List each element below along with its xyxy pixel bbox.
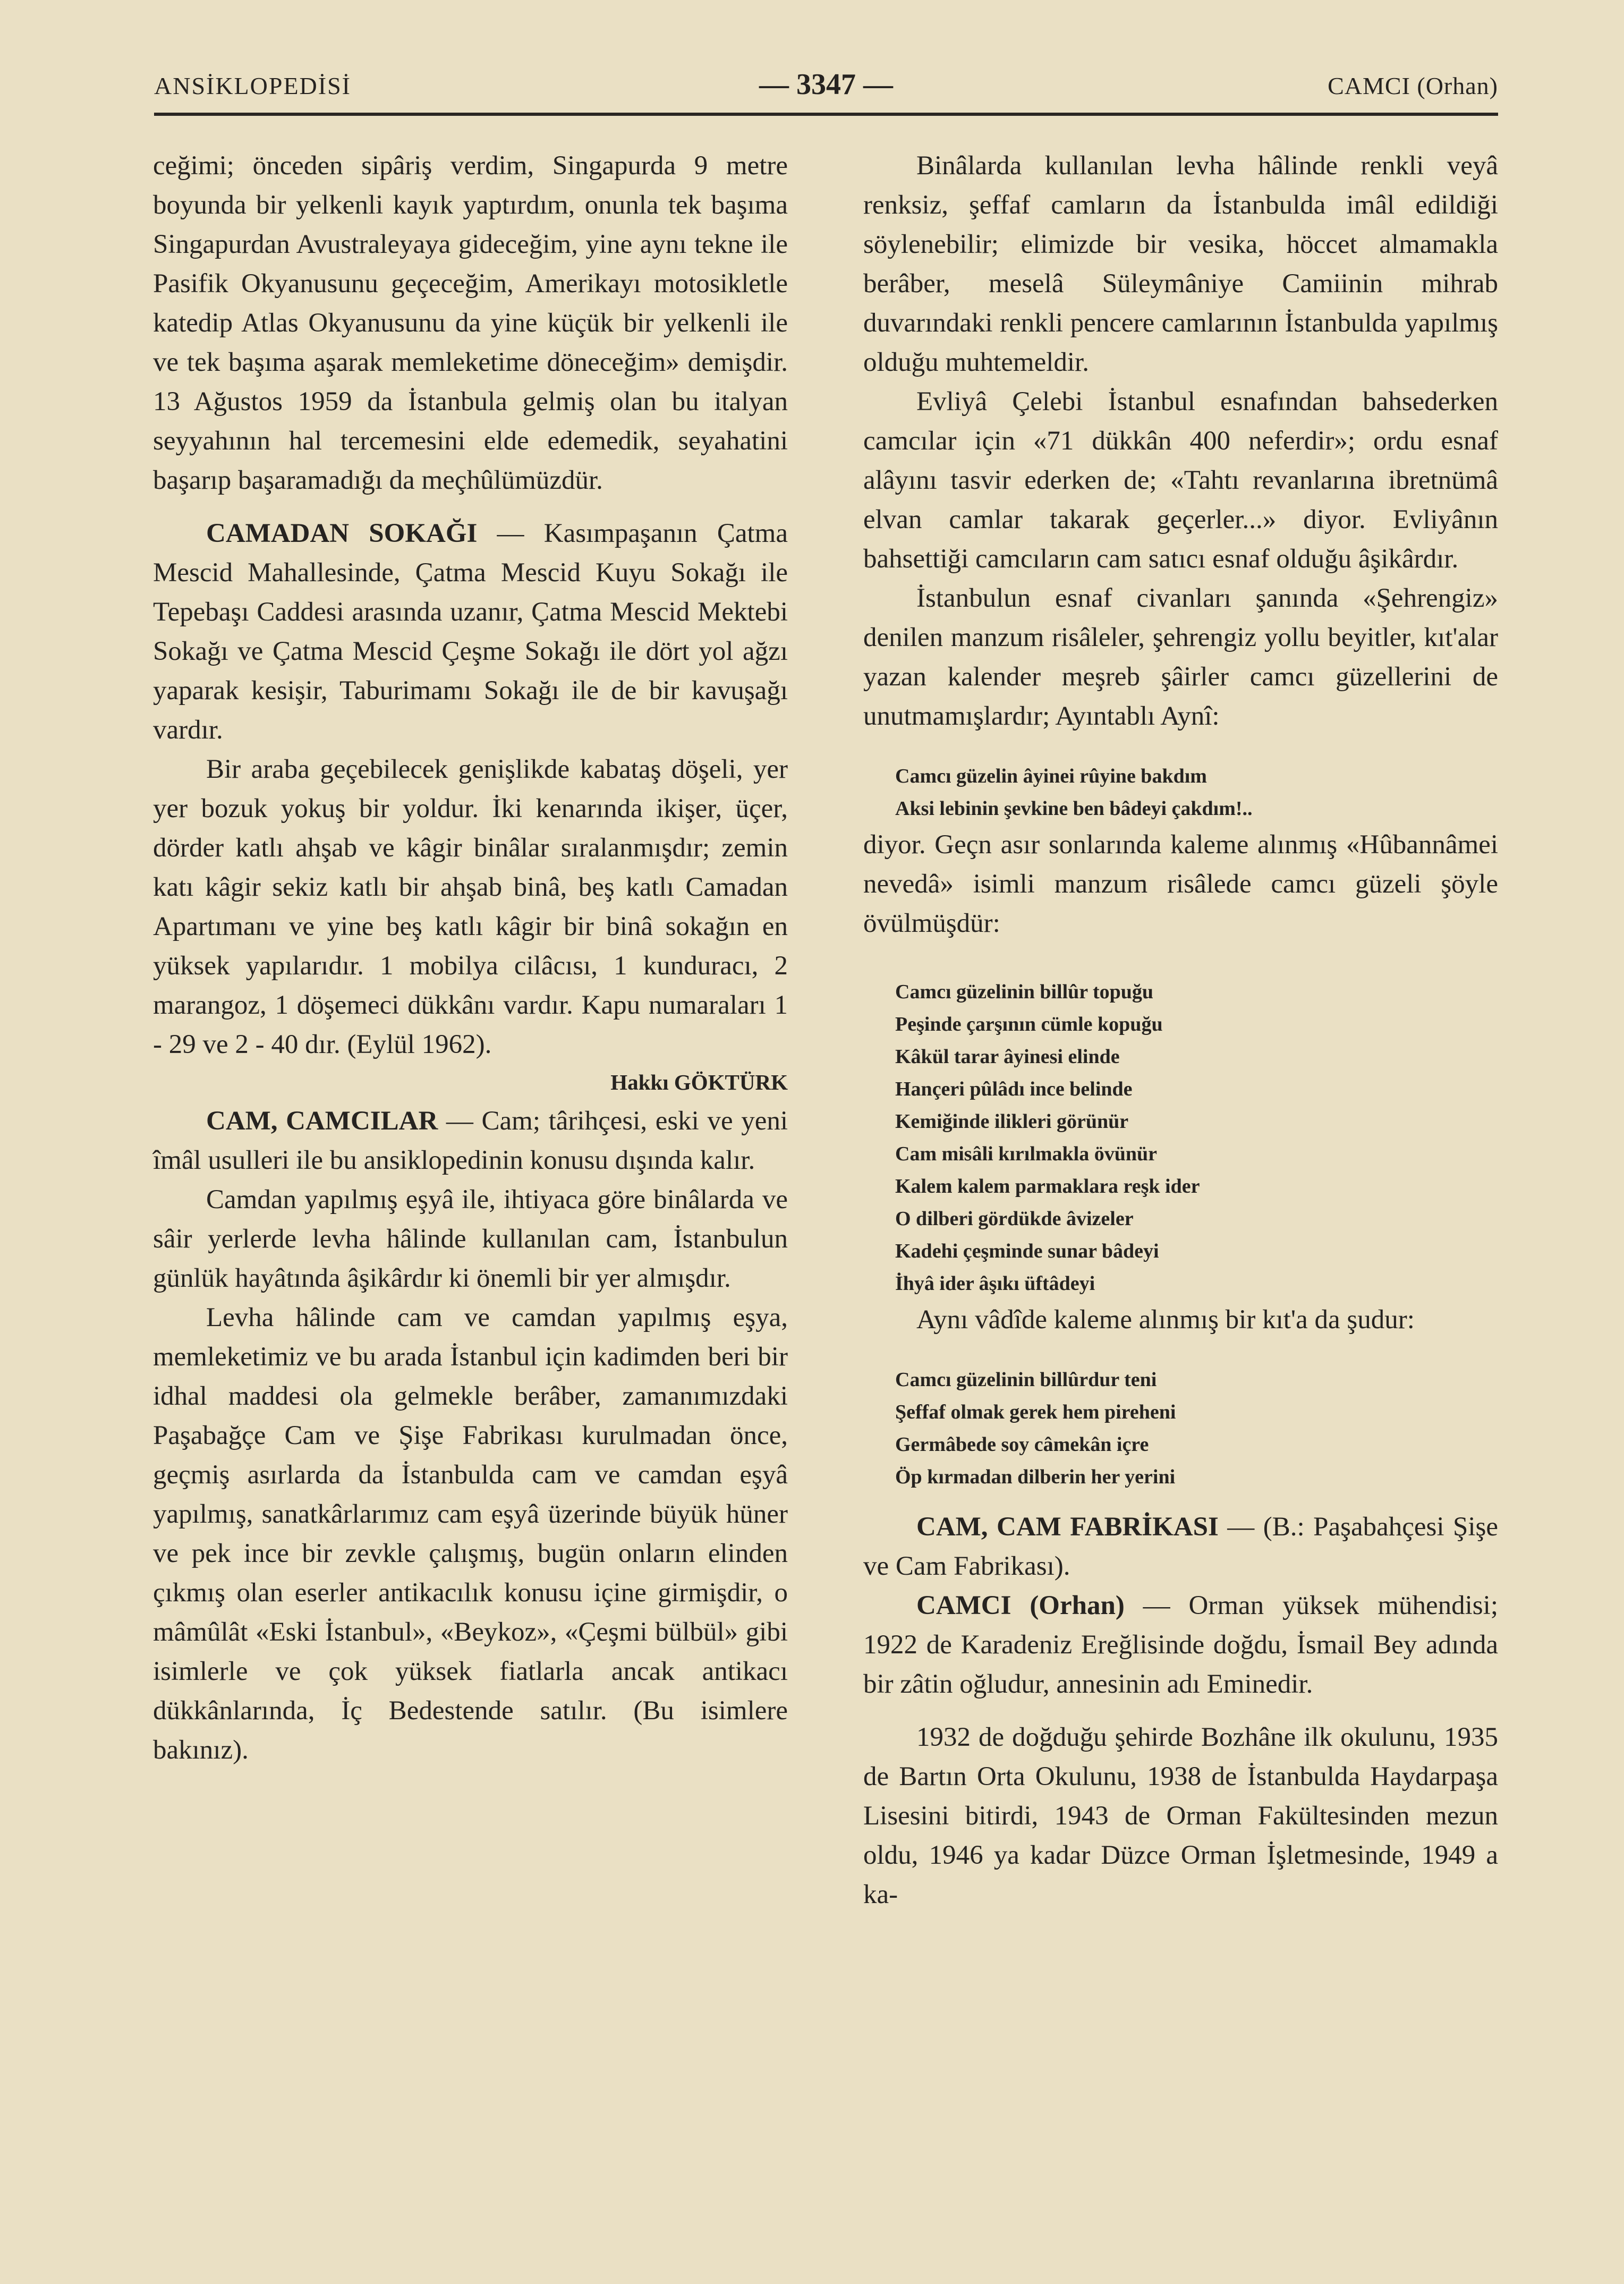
entry-text: — (B.: Paşabahçesi Şişe ve Cam Fabrikası). [863,1512,1498,1581]
paragraph: Binâlarda kullanılan levha hâlinde renkli veyâ renksiz, şeffaf camların da İstanbulda imâl edildiği söylenebilir; elimizde bir vesika, höccet almamakla berâber, meselâ Süleymâniye Camiinin mihrab duvarındaki renkli pencere camlarının İstanbulda yapılmış olduğu muhtemeldir. [863,151,1498,377]
verse-line: Kemiğinde ilikleri görünür [895,1110,1129,1133]
entry-heading: CAMCI (Orhan) [916,1591,1125,1620]
paragraph: Bir araba geçebilecek genişlikde kabataş döşeli, yer yer bozuk yokuş bir yoldur. İki kenarında ikişer, üçer, dörder katlı ahşab ve kâgir binâlar sıralanmışdır; zemin katı kâgir sekiz katlı bir ahşab binâ, beş katlı Camadan Apartımanı ve yine beş katlı kâgir bir binâ sokağın en yüksek yapılarıdır. 1 mobilya cilâcısı, 1 kunduracı, 2 marangoz, 1 döşemeci dükkânı vardır. Kapu numaraları 1 - 29 ve 2 - 40 dır. (Eylül 1962). [153,754,788,1059]
paragraph: Aynı vâdîde kaleme alınmış bir kıt'a da şudur: [916,1305,1415,1335]
verse-block [895,1364,1498,1493]
entry-text: — Cam; târihçesi, eski ve yeni îmâl usulleri ile bu ansiklopedinin konusu dışında kalır. [153,1106,788,1175]
verse-line: Peşinde çarşının cümle kopuğu [895,1013,1163,1035]
paragraph-continued: ceğimi; önceden sipâriş verdim, Singapurda 9 metre boyunda bir yelkenli kayık yaptırdım, onunla tek başıma Singapurdan Avustraleyaya gideceğim, yine aynı tekne ile Pasifik Okyanusunu geçeceğim, Amerikayı motosikletle katedip Atlas Okyanusunu da yine küçük bir yelkenli ile ve tek başıma aşarak memleketime döneceğim» demişdir. 13 Ağustos 1959 da İstanbula gelmiş olan bu italyan seyyahının hal tercemesini elde edemedik, seyahatini başarıp başaramadığı da meçhûlümüzdür. [153,151,788,495]
verse-line: Hançeri pûlâdı ince belinde [895,1078,1133,1100]
entry-heading: CAMADAN SOKAĞI [206,519,478,548]
paragraph: İstanbulun esnaf civanları şanında «Şehrengiz» denilen manzum risâleler, şehrengiz yollu beyitler, kıt'alar yazan kalender meşreb şâirler camcı güzellerini de unutmamışlardır; Ayıntablı Aynî: [863,583,1498,731]
verse-line: İhyâ ider âşıkı üftâdeyi [895,1272,1095,1295]
entry-text: — Kasımpaşanın Çatma Mescid Mahallesinde, Çatma Mescid Kuyu Sokağı ile Tepebaşı Caddesi arasında uzanır, Çatma Mescid Mektebi Sokağı ve Çatma Mescid Çeşme Sokağı ile dört yol ağzı yaparak kesişir, Taburimamı Sokağı ile de bir kavuşağı vardır. [153,519,788,745]
entry-heading: CAM, CAMCILAR [206,1106,438,1136]
entry-cam-camcilar [153,1101,788,1180]
header-title: ANSİKLOPEDİSİ [154,72,351,99]
entry-text: — Orman yüksek mühendisi; 1922 de Karadeniz Ereğlisinde doğdu, İsmail Bey adında bir zâtin oğludur, annesinin adı Eminedir. [863,1591,1498,1699]
paragraph: diyor. Geçn asır sonlarında kaleme alınmış «Hûbannâmei nevedâ» isimli manzum risâlede camcı güzeli şöyle övülmüşdür: [863,830,1498,938]
paragraph: 1932 de doğduğu şehirde Bozhâne ilk okulunu, 1935 de Bartın Orta Okulunu, 1938 de İstanbulda Haydarpaşa Lisesini bitirdi, 1943 de Orman Fakültesinden mezun oldu, 1946 ya kadar Düzce Orman İşletmesinde, 1949 a ka- [863,1722,1498,1909]
verse-line: Kadehi çeşminde sunar bâdeyi [895,1240,1159,1262]
entry-cam-fabrikasi [863,1507,1498,1586]
verse-line: Kâkül tarar âyinesi elinde [895,1046,1120,1068]
verse-line: Öp kırmadan dilberin her yerini [895,1466,1176,1488]
entry-camadan-sokagi [153,514,788,750]
author-signature: Hakkı GÖKTÜRK [610,1070,788,1094]
entry-heading: CAM, CAM FABRİKASI [916,1512,1219,1542]
verse-line: Camcı güzelinin billûrdur teni [895,1369,1157,1391]
verse-line: O dilberi gördükde âvizeler [895,1208,1134,1230]
page-header [154,68,1498,114]
verse-block [895,760,1498,825]
verse-line: Aksi lebinin şevkine ben bâdeyi çakdım!.. [895,797,1253,820]
page-number: — 3347 — [759,68,893,101]
verse-line: Şeffaf olmak gerek hem pireheni [895,1401,1176,1423]
paragraph: Levha hâlinde cam ve camdan yapılmış eşya, memleketimiz ve bu arada İstanbul için kadimden beri bir idhal maddesi ola gelmekle berâber, zamanımızdaki Paşabağçe Cam ve Şişe Fabrikası kurulmadan önce, geçmiş asırlarda da İstanbulda cam ve camdan eşyâ yapılmış, sanatkârlarımız cam eşyâ üzerinde büyük hüner ve pek ince bir zevkle çalışmış, bugün onların elinden çıkmış olan eserler antikacılık konusu içine girmişdir, o mâmûlât «Eski İstanbul», «Beykoz», «Çeşmi bülbül» gibi isimlerle ve çok yüksek fiatlarla ancak antikacı dükkânlarında, İç Bedestende satılır. (Bu isimlere bakınız). [153,1303,788,1765]
paragraph: Camdan yapılmış eşyâ ile, ihtiyaca göre binâlarda ve sâir yerlerde levha hâlinde kullanılan cam, İstanbulun günlük hayâtında âşikârdır ki önemli bir yer almışdır. [153,1185,788,1293]
header-rule [154,113,1498,116]
header-entry: CAMCI (Orhan) [1328,72,1498,99]
left-column [153,146,788,1770]
verse-line: Camcı güzelinin billûr topuğu [895,981,1154,1003]
entry-camci-orhan [863,1586,1498,1704]
verse-line: Kalem kalem parmaklara reşk ider [895,1175,1200,1198]
verse-line: Germâbede soy câmekân içre [895,1433,1149,1456]
right-column [863,146,1498,1914]
verse-line: Camcı güzelin âyinei rûyine bakdım [895,765,1207,787]
verse-block [895,976,1498,1300]
paragraph: Evliyâ Çelebi İstanbul esnafından bahsederken camcılar için «71 dükkân 400 neferdir»; ordu esnaf alâyını tasvir ederken de; «Tahtı revanlarına ibretnümâ elvan camlar takarak geçerler...» diyor. Evliyânın bahsettiği camcıların cam satıcı esnaf olduğu âşikârdır. [863,387,1498,574]
verse-line: Cam misâli kırılmakla övünür [895,1143,1157,1165]
